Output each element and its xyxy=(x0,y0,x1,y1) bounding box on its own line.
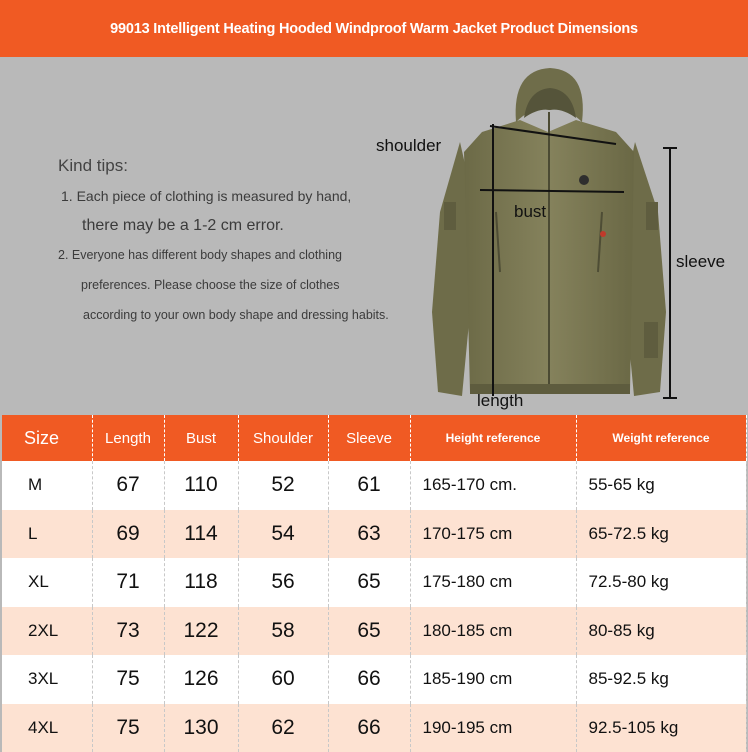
cell-bust: 118 xyxy=(164,558,238,607)
sleeve-label: sleeve xyxy=(676,252,725,272)
header-weight-reference: Weight reference xyxy=(576,415,746,461)
cell-length: 69 xyxy=(92,510,164,559)
tip-2-line-b: preferences. Please choose the size of clothes xyxy=(81,278,339,292)
cell-shoulder: 62 xyxy=(238,704,328,752)
cell-shoulder: 52 xyxy=(238,461,328,510)
bust-label: bust xyxy=(514,202,546,222)
header-shoulder: Shoulder xyxy=(238,415,328,461)
cell-length: 71 xyxy=(92,558,164,607)
tip-1-line-b: there may be a 1-2 cm error. xyxy=(82,217,284,235)
cell-shoulder: 58 xyxy=(238,607,328,656)
cell-sleeve: 65 xyxy=(328,607,410,656)
cell-weight: 92.5-105 kg xyxy=(576,704,746,752)
cell-size: 3XL xyxy=(2,655,92,704)
cell-height: 175-180 cm xyxy=(410,558,576,607)
table-row xyxy=(2,607,746,656)
shoulder-label: shoulder xyxy=(376,136,441,156)
cell-weight: 55-65 kg xyxy=(576,461,746,510)
cell-length: 67 xyxy=(92,461,164,510)
header-length: Length xyxy=(92,415,164,461)
header-bust: Bust xyxy=(164,415,238,461)
cell-height: 170-175 cm xyxy=(410,510,576,559)
cell-weight: 72.5-80 kg xyxy=(576,558,746,607)
tip-2-line-a: 2. Everyone has different body shapes and clothing xyxy=(58,248,342,262)
length-label: length xyxy=(477,391,523,411)
tip-1-line-a: 1. Each piece of clothing is measured by hand, xyxy=(61,188,351,204)
header-sleeve: Sleeve xyxy=(328,415,410,461)
cell-sleeve: 66 xyxy=(328,655,410,704)
cell-size: L xyxy=(2,510,92,559)
size-table xyxy=(2,415,747,752)
cell-sleeve: 65 xyxy=(328,558,410,607)
cell-height: 180-185 cm xyxy=(410,607,576,656)
cell-height: 185-190 cm xyxy=(410,655,576,704)
cell-bust: 122 xyxy=(164,607,238,656)
cell-sleeve: 61 xyxy=(328,461,410,510)
cell-bust: 110 xyxy=(164,461,238,510)
cell-height: 165-170 cm. xyxy=(410,461,576,510)
table-header-row xyxy=(2,415,746,461)
cell-length: 73 xyxy=(92,607,164,656)
cell-size: 2XL xyxy=(2,607,92,656)
cell-bust: 126 xyxy=(164,655,238,704)
cell-shoulder: 60 xyxy=(238,655,328,704)
cell-bust: 114 xyxy=(164,510,238,559)
cell-bust: 130 xyxy=(164,704,238,752)
table-row xyxy=(2,655,746,704)
cell-sleeve: 66 xyxy=(328,704,410,752)
cell-shoulder: 56 xyxy=(238,558,328,607)
cell-height: 190-195 cm xyxy=(410,704,576,752)
cell-sleeve: 63 xyxy=(328,510,410,559)
table-row xyxy=(2,558,746,607)
cell-shoulder: 54 xyxy=(238,510,328,559)
table-row xyxy=(2,704,746,752)
table-row xyxy=(2,510,746,559)
cell-size: M xyxy=(2,461,92,510)
tips-heading: Kind tips: xyxy=(58,156,128,176)
tip-2-line-c: according to your own body shape and dressing habits. xyxy=(83,308,389,322)
header-height-reference: Height reference xyxy=(410,415,576,461)
header-size: Size xyxy=(2,415,92,461)
cell-length: 75 xyxy=(92,655,164,704)
cell-size: 4XL xyxy=(2,704,92,752)
table-row xyxy=(2,461,746,510)
cell-weight: 80-85 kg xyxy=(576,607,746,656)
cell-weight: 85-92.5 kg xyxy=(576,655,746,704)
jacket-image xyxy=(420,62,690,410)
title-banner xyxy=(0,0,748,57)
page-title: 99013 Intelligent Heating Hooded Windproof Warm Jacket Product Dimensions xyxy=(110,21,638,37)
cell-size: XL xyxy=(2,558,92,607)
cell-weight: 65-72.5 kg xyxy=(576,510,746,559)
cell-length: 75 xyxy=(92,704,164,752)
